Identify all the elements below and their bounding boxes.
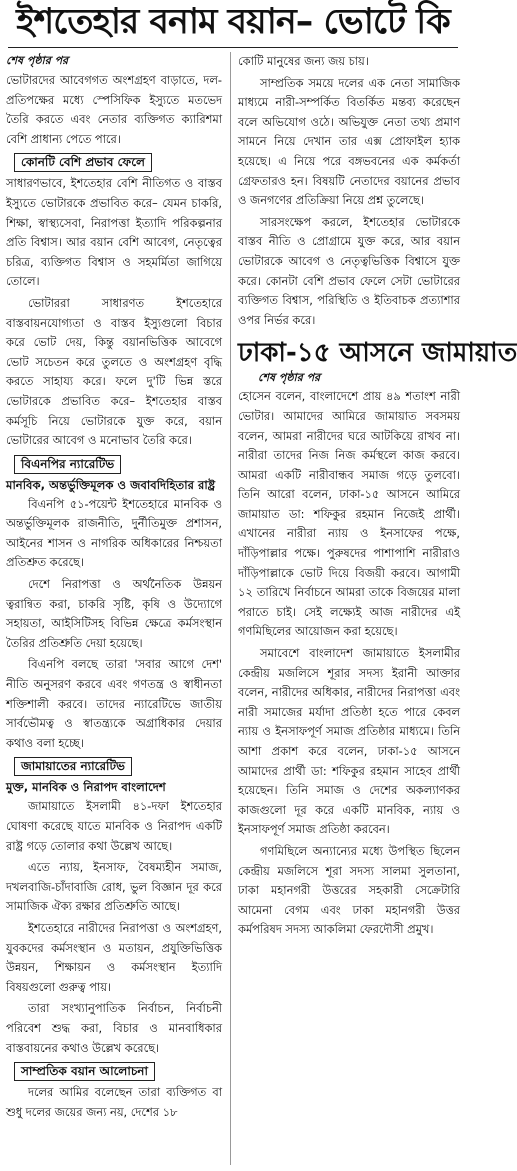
- subheading-box: বিএনপির ন্যারেটিভ: [14, 455, 121, 474]
- headline: ইশতেহার বনাম বয়ান– ভোটে কি: [16, 2, 450, 42]
- subheading: মুক্ত, মানবিক ও নিরাপদ বাংলাদেশ: [6, 780, 166, 795]
- paragraph: বিএনপি বলছে তারা 'সবার আগে দেশ' নীতি অনুসরণ করবে এবং গণতন্ত্র ও স্বাধীনতা শক্তিশালী করবে। তাদের ন্যারেটিভে জাতীয় সার্বভৌমত্ব ও স্বাতন্ত্র্যকে অগ্রাধিকার দেয়ার কথাও বলা হচ্ছে।: [6, 657, 222, 750]
- paragraph: সমাবেশে বাংলাদেশ জামায়াতে ইসলামীর কেন্দ্রীয় মজলিসে শূরার সদস্য ইরানী আক্তার বলেন, নারীদের অধিকার, নারীদের নিরাপত্তা এবং নারী সমাজের মর্যাদা প্রতিষ্ঠা হতে পারে কেবল ন্যায় ও ইনসাফপূর্ণ সমাজ প্রতিষ্ঠার মাধ্যমে। তিনি আশা প্রকাশ করে বলেন, ঢাকা-১৫ আসনে আমাদের প্রার্থী ডা: শফিকুর রহমান সাহেব প্রার্থী হয়েছেন। তিনি সমাজ ও দেশের অকল্যাণকর কাজগুলো দূর করে একটি মানবিক, ন্যায় ও ইনসাফপূর্ণ সমাজ প্রতিষ্ঠা করবেন।: [238, 646, 460, 837]
- right-column: [238, 52, 517, 1167]
- paragraph: সাম্প্রতিক সময়ে দলের এক নেতা সামাজিক মাধ্যমে নারী-সম্পর্কিত বিতর্কিত মন্তব্য করেছেন বলে অভিযোগ ওঠে। অভিযুক্ত নেতা তথ্য প্রমাণ সামনে নিয়ে দেখান তার এক্স প্রোফাইল হ্যাক হয়েছে। এ নিয়ে পরে বঙ্গভবনের এক কর্মকর্তা গ্রেফতারও হন। বিষয়টি নেতাদের বয়ানের প্রভাব ও জনগণের প্রতিক্রিয়া নিয়ে প্রশ্ন তুলেছে।: [238, 75, 460, 208]
- paragraph: তারা সংখ্যানুপাতিক নির্বাচন, নির্বাচনী পরিবেশ শুদ্ধ করা, বিচার ও মানবাধিকার বাস্তবায়নের কথাও উল্লেখ করেছে।: [6, 1001, 222, 1055]
- paragraph: হোসেন বলেন, বাংলাদেশে প্রায় ৪৯ শতাংশ নারী ভোটার। আমাদের আমিরে জামায়াত সবসময় বলেন, আমরা নারীদের ঘরে আটকিয়ে রাখব না। নারীরা তাদের নিজ নিজ কর্মস্থলে কাজ করবে। আমরা একটি নারীবান্ধব সমাজ গড়ে তুলবো। তিনি আরো বলেন, ঢাকা-১৫ আসনে আমিরে জামায়াত ডা: শফিকুর রহমান নিজেই প্রার্থী। এখানের নারীরা ন্যায় ও ইনসাফের পক্ষে, দাঁড়িপাল্লার পক্ষে। পুরুষদের পাশাপাশি নারীরাও দাঁড়িপাল্লাকে ভোট দিয়ে বিজয়ী করবে। আগামী ১২ তারিখে নির্বাচনে আমরা তাকে বিজয়ের মালা পরাতে চাই। সেই লক্ষ্যেই আজ নারীদের এই গণমিছিলের আয়োজন করা হয়েছে।: [238, 389, 460, 639]
- subheading-box: জামায়াতের ন্যারেটিভ: [14, 757, 132, 776]
- left-column: [6, 52, 222, 1167]
- paragraph: এতে ন্যায়, ইনসাফ, বৈষম্যহীন সমাজ, দখলবাজি-চাঁদাবাজি রোধ, ভুল বিজ্ঞান দূর করে সামাজিক ঐক্য রক্ষার প্রতিশ্রুতি আছে।: [6, 860, 222, 914]
- paragraph: বিএনপি ৫১-পয়েন্ট ইশতেহারে মানবিক ও অন্তর্ভুক্তিমূলক রাজনীতি, দুর্নীতিমুক্ত প্রশাসন, আইনের শাসন ও নাগরিক অধিকারের নিশ্চয়তা প্রতিশ্রুত করেছে।: [6, 496, 222, 570]
- paragraph: দেশে নিরাপত্তা ও অর্থনৈতিক উন্নয়ন ত্বরান্বিত করা, চাকরি সৃষ্টি, কৃষি ও উদ্যোগে সহায়তা, আইসিটিসহ বিভিন্ন ক্ষেত্রে কর্মসংস্থান তৈরির প্রতিশ্রুতি দেয়া হয়েছে।: [6, 577, 222, 650]
- paragraph: ভোটাররা সাধারণত ইশতেহারে বাস্তবায়নযোগ্যতা ও বাস্তব ইস্যুগুলো বিচার করে ভোট দেয়, কিন্তু বয়ানভিত্তিক আবেগে ভোট সচেতন করে তুলতে ও অংশগ্রহণ বৃদ্ধি করতে সাহায্য করে। ফলে দু'টি ভিন্ন স্তরে ভোটারকে প্রভাবিত করে– ইশতেহার বাস্তব কর্মসূচি নিয়ে ভোটারকে যুক্ত করে, বয়ান ভোটারের আবেগ ও মনোভাব তৈরি করে।: [6, 295, 222, 448]
- subheading-box: কোনটি বেশি প্রভাব ফেলে: [14, 153, 152, 172]
- paragraph: ইশতেহারে নারীদের নিরাপত্তা ও অংশগ্রহণ, যুবকদের কর্মসংস্থান ও মতায়ন, প্রযুক্তিভিত্তিক উন্নয়ন, শিক্ষায়ন ও কর্মসংস্থান ইত্যাদি বিষয়গুলো গুরুত্ব পায়।: [6, 920, 222, 994]
- subheading-box: সাম্প্রতিক বয়ান আলোচনা: [14, 1062, 155, 1081]
- paragraph: দলের আমির বলেছেন তারা ব্যক্তিগত বা শুধু দলের জয়ের জন্য নয়, দেশের ১৮: [6, 1085, 222, 1119]
- paragraph: সারসংক্ষেপ করলে, ইশতেহার ভোটারকে বাস্তব নীতি ও প্রোগ্রামে যুক্ত করে, আর বয়ান ভোটারকে আবেগ ও নেতৃত্বভিত্তিক বিশ্বাসে যুক্ত করে। কোনটা বেশি প্রভাব ফেলে সেটা ভোটারের ব্যক্তিগত বিশ্বাস, পরিস্থিতি ও ইতিবাচক প্রত্যাশার ওপর নির্ভর করে।: [238, 214, 460, 327]
- paragraph: গণমিছিলে অন্যান্যের মধ্যে উপস্থিত ছিলেন কেন্দ্রীয় মজলিসে শূরা সদস্য সালমা সুলতানা, ঢাকা মহানগরী উত্তরের সহকারী সেক্রেটারি আমেনা বেগম এবং ঢাকা মহানগরী উত্তর কর্মপরিষদ সদস্য আকলিমা ফেরদৌসী প্রমুখ।: [238, 843, 460, 937]
- subheading: মানবিক, অন্তর্ভুক্তিমূলক ও জবাবদিহিতার রাষ্ট্র: [6, 477, 216, 492]
- paragraph: জামায়াতে ইসলামী ৪১-দফা ইশতেহার ঘোষণা করেছে যাতে মানবিক ও নিরাপদ একটি রাষ্ট্র গড়ে তোলার কথা উল্লেখ আছে।: [6, 799, 222, 853]
- paragraph: সাধারণভাবে, ইশতেহার বেশি নীতিগত ও বাস্তব ইস্যুতে ভোটারকে প্রভাবিত করে– যেমন চাকরি, শিক্ষা, স্বাস্থ্যসেবা, নিরাপত্তা ইত্যাদি পরিকল্পনার প্রতি বিশ্বাস। আর বয়ান বেশি আবেগ, নেতৃত্বের চরিত্র, ব্যক্তিগত বিশ্বাস ও সহমর্মিতা জাগিয়ে তোলে।: [6, 176, 222, 289]
- section-headline: ঢাকা-১৫ আসনে জামায়াত: [238, 338, 517, 369]
- continuation-label: শেষ পৃষ্ঠার পর: [6, 54, 69, 67]
- continuation-label: শেষ পৃষ্ঠার পর: [258, 371, 321, 385]
- paragraph: ভোটারদের আবেগগত অংশগ্রহণ বাড়াতে, দল-প্রতিপক্ষের মধ্যে স্পেসিফিক ইস্যুতে মতভেদ তৈরি করতে এবং নেতার ব্যক্তিগত ক্যারিশমা বেশি প্রাধান্য পেতে পারে।: [6, 73, 222, 146]
- paragraph: কোটি মানুষের জন্য জয় চায়।: [238, 54, 369, 68]
- headline-rule: [8, 47, 458, 48]
- column-divider: [230, 52, 231, 1165]
